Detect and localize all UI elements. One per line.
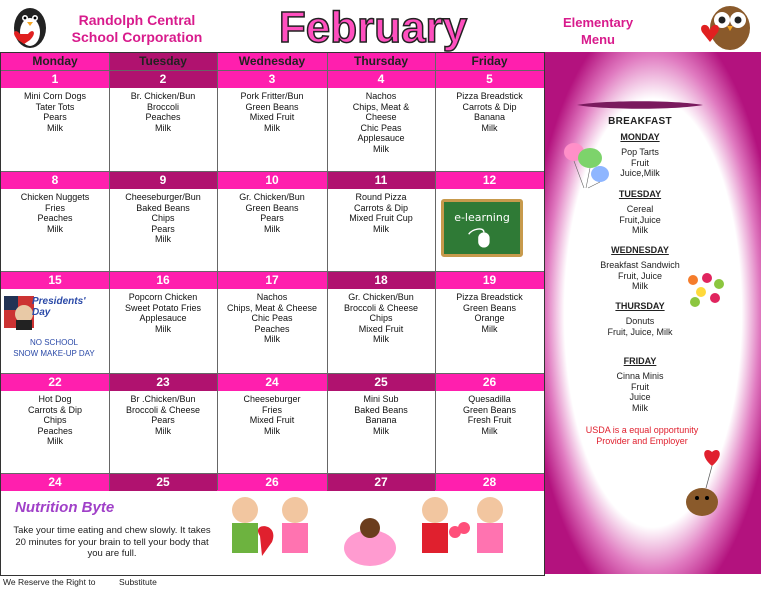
breakfast-item: Fruit, Juice [617,270,662,281]
breakfast-item: Fruit, Juice, Milk [607,326,673,337]
day-number: 25 [327,373,435,391]
menu-item: Peaches [37,425,73,436]
breakfast-item: Fruit [631,157,649,168]
menu-title-line2: Menu [581,32,615,47]
breakfast-title: BREAKFAST [608,116,672,127]
menu-item: Chic Peas [360,122,402,133]
menu-cell [327,289,435,345]
nutrition-byte-title: Nutrition Byte [15,499,115,516]
day-number: 24 [217,373,327,391]
menu-item: Pork Fritter/Bun [240,91,304,101]
menu-item: Milk [47,223,63,234]
menu-item: Banana [473,112,506,122]
menu-item: Carrots & Dip [27,404,82,415]
breakfast-items [570,371,710,413]
balloons-icon [560,140,615,192]
breakfast-item: Pop Tarts [621,147,659,157]
presidents-day-label: Presidents' Day [32,296,86,318]
menu-title-line1: Elementary [562,15,634,30]
menu-cell [217,88,327,133]
menu-item: Carrots & Dip [353,202,408,213]
owl-heart-icon [696,0,758,52]
grid-line [1,271,544,272]
menu-cell [435,289,544,334]
day-number: 9 [109,171,217,189]
day-number: 28 [435,473,544,491]
valentine-kids-illustration [220,492,535,572]
menu-item: Nachos [365,91,397,101]
menu-cell [327,88,435,154]
menu-item: Milk [481,122,498,133]
menu-item: Milk [264,223,280,234]
footer-note: We Reserve the Right to Substitute [3,577,157,587]
day-number: 12 [435,171,544,189]
day-of-week-thursday: Thursday [327,53,435,70]
menu-item: Fresh Fruit [467,415,512,425]
menu-item: Milk [373,143,389,154]
menu-cell [327,391,435,436]
grid-line [1,171,544,172]
usda-line2: Provider and Employer [596,436,688,446]
menu-item: Cheeseburger [243,394,301,404]
day-number: 19 [435,271,544,289]
menu-item: Gr. Chicken/Bun [239,192,305,202]
menu-item: Chips [43,415,67,425]
day-number: 16 [109,271,217,289]
menu-cell [109,88,217,133]
menu-item: Chips, Meat & [352,101,410,112]
menu-item: Milk [373,223,389,234]
breakfast-item: Breakfast Sandwich [600,260,680,270]
menu-item: Pears [43,112,67,122]
menu-cell [217,289,327,345]
menu-cell [1,491,109,494]
breakfast-item: Juice [629,392,651,402]
menu-item: Br .Chicken/Bun [130,394,196,404]
day-number: 27 [327,473,435,491]
org-name [62,12,212,46]
menu-cell [1,189,109,234]
menu-item: Applesauce [357,133,405,143]
menu-cell [217,189,327,234]
menu-item: Round Pizza [355,192,407,202]
menu-cell [109,491,217,494]
menu-item: Cheese [365,112,397,122]
menu-item: Peaches [37,213,73,223]
menu-item: Mixed Fruit Cup [349,213,413,223]
day-number: 11 [327,171,435,189]
divider-flourish [575,100,705,110]
menu-cell [435,189,544,192]
menu-item: Pizza Breadstick [456,91,523,101]
day-of-week-tuesday: Tuesday [109,53,217,70]
day-number: 24 [1,473,109,491]
menu-item: Milk [373,425,389,436]
org-line1: Randolph Central [78,12,196,28]
day-number: 22 [1,373,109,391]
menu-item: Banana [365,415,397,425]
hearts-icon [683,270,731,312]
menu-item: Broccoli [146,101,179,112]
menu-item: Carrots & Dip [462,101,517,112]
menu-item: Milk [264,425,280,436]
org-line2: School Corporation [71,29,203,45]
day-number: 3 [217,70,327,88]
month-title [238,0,508,52]
day-number: 26 [435,373,544,391]
menu-item: Green Beans [245,202,299,213]
menu-cell [109,391,217,436]
breakfast-item: Fruit [631,381,649,392]
no-school-label: NO SCHOOL [29,338,78,347]
breakfast-items [570,316,710,337]
menu-item: Applesauce [139,313,187,323]
breakfast-item: Fruit,Juice [619,214,661,225]
day-number: 18 [327,271,435,289]
day-number: 5 [435,70,544,88]
menu-item: Peaches [254,323,290,334]
menu-cell [435,88,544,133]
usda-line1: USDA is a equal opportunity [585,425,699,435]
menu-item: Fries [262,404,282,415]
breakfast-day-thursday: THURSDAY [615,301,665,311]
menu-item: Milk [155,234,171,244]
grid-line [1,373,544,374]
menu-cell [1,391,109,447]
menu-cell [1,88,109,133]
menu-item: Mini Corn Dogs [23,91,87,101]
menu-item: Peaches [145,112,181,122]
menu-item: Mixed Fruit [249,415,295,425]
day-number: 25 [109,473,217,491]
breakfast-item: Cereal [626,204,654,214]
menu-item: Milk [47,436,63,446]
day-number: 15 [1,271,109,289]
menu-item: Milk [155,323,171,334]
day-number: 17 [217,271,327,289]
breakfast-item: Milk [632,402,648,413]
menu-item: Baked Beans [136,202,190,213]
no-school-note [4,337,104,359]
menu-item: Green Beans [462,302,517,313]
menu-cell [327,189,435,234]
menu-item: Pears [151,223,175,234]
menu-item: Chips, Meat & Cheese [226,302,318,313]
day-of-week-monday: Monday [1,53,109,70]
breakfast-day-tuesday: TUESDAY [618,189,662,199]
menu-item: Tater Tots [35,101,75,112]
menu-item: Milk [264,334,280,344]
menu-item: Pears [151,415,175,425]
breakfast-item: Donuts [625,316,655,326]
menu-cell [217,391,327,436]
presidents-day-graphic [2,292,106,332]
breakfast-item: Juice,Milk [620,168,660,178]
menu-item: Milk [373,334,389,344]
menu-cell [109,289,217,334]
menu-item: Gr. Chicken/Bun [348,292,414,302]
menu-item: Pears [260,213,284,223]
menu-cell [109,189,217,245]
menu-item: Cheeseburger/Bun [125,192,201,202]
elearning-label: e-learning [454,211,510,224]
menu-item: Quesadilla [468,394,511,404]
snow-makeup-label: SNOW MAKE-UP DAY [13,349,95,358]
menu-item: Pizza Breadstick [456,292,523,302]
day-number: 23 [109,373,217,391]
menu-item: Milk [481,323,498,334]
breakfast-item: Milk [632,225,648,235]
breakfast-day-wednesday: WEDNESDAY [611,245,669,255]
menu-item: Milk [155,425,171,436]
groundhog-balloon-icon [680,448,730,520]
breakfast-item: Cinna Minis [616,371,664,381]
menu-item: Mixed Fruit [249,112,295,122]
menu-item: Milk [47,122,63,133]
usda-statement [572,425,712,447]
menu-item: Mini Sub [363,394,399,404]
menu-item: Orange [474,313,505,323]
breakfast-day-monday: MONDAY [620,132,660,142]
penguin-heart-icon [6,2,54,50]
menu-item: Nachos [256,292,288,302]
day-number: 4 [327,70,435,88]
menu-item: Broccoli & Cheese [343,302,419,313]
menu-item: Baked Beans [354,404,408,415]
day-number: 10 [217,171,327,189]
breakfast-items [570,204,710,236]
day-number: 1 [1,70,109,88]
menu-item: Milk [481,425,498,436]
breakfast-day-friday: FRIDAY [623,356,657,366]
month-title-text: February [278,3,468,52]
menu-item: Mixed Fruit [358,323,404,334]
menu-item: Milk [264,122,280,133]
grid-line [1,473,544,474]
menu-item: Popcorn Chicken [128,292,198,302]
grid-line [1,70,544,71]
menu-item: Broccoli & Cheese [125,404,201,415]
day-number: 8 [1,171,109,189]
day-number: 26 [217,473,327,491]
menu-item: Sweet Potato Fries [124,302,202,313]
menu-item: Br. Chicken/Bun [130,91,196,101]
menu-item: Chips [151,213,175,223]
menu-item: Green Beans [462,404,517,415]
menu-cell [435,391,544,436]
elearning-board [441,199,523,257]
menu-item: Green Beans [245,101,299,112]
breakfast-item: Milk [632,281,648,291]
menu-title [548,14,648,48]
day-number: 2 [109,70,217,88]
day-of-week-friday: Friday [435,53,544,70]
menu-item: Milk [155,122,171,133]
day-of-week-wednesday: Wednesday [217,53,327,70]
menu-item: Hot Dog [38,394,72,404]
menu-item: Fries [45,202,65,213]
menu-item: Chips [369,313,393,323]
menu-item: Chic Peas [251,313,293,323]
nutrition-byte-text: Take your time eating and chew slowly. It takes 20 minutes for your brain to tell your body that you are full. [13,525,211,559]
menu-item: Chicken Nuggets [20,192,90,202]
